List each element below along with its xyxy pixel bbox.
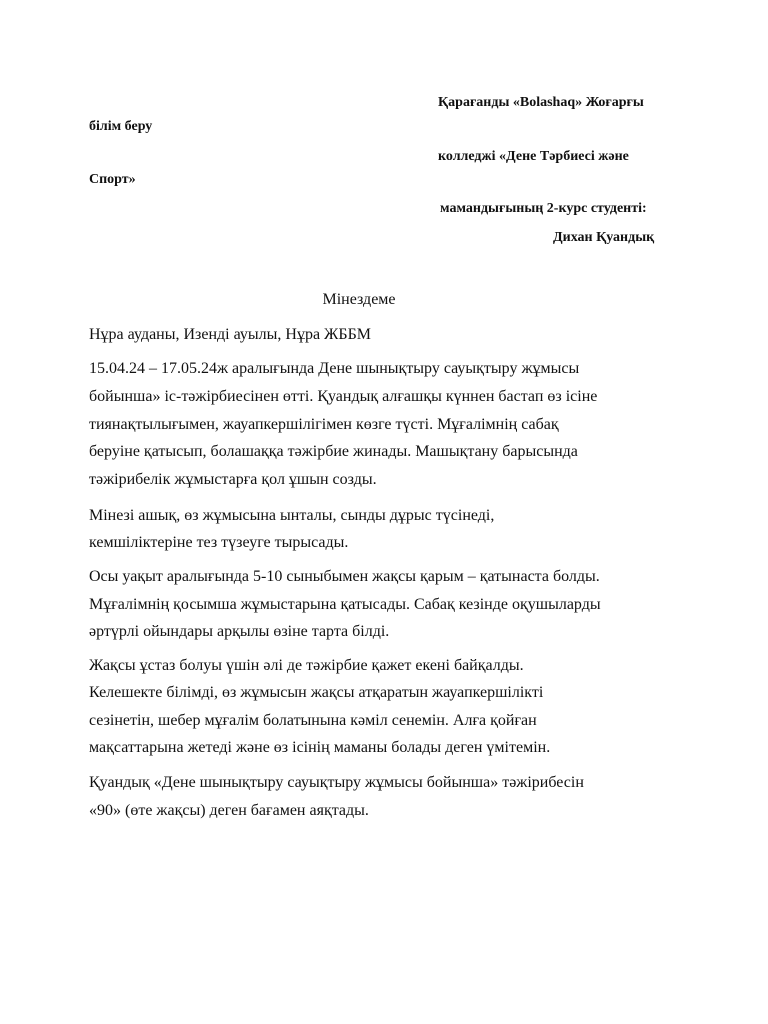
header-line-5: мамандығының 2-курс студенті: xyxy=(440,201,647,216)
paragraph-1-line: тәжірибелік жұмыстарға қол ұшын созды. xyxy=(89,471,377,488)
school-line: Нұра ауданы, Изенді ауылы, Нұра ЖББМ xyxy=(89,326,371,343)
paragraph-4-line: сезінетін, шебер мұғалім болатынына кәміл сенемін. Алға қойған xyxy=(89,712,537,729)
header-line-4: Спорт» xyxy=(89,172,136,187)
paragraph-1-line: 15.04.24 – 17.05.24ж аралығында Дене шынықтыру сауықтыру жұмысы xyxy=(89,360,580,377)
paragraph-4-line: мақсаттарына жетеді және өз ісінің маманы болады деген үмітемін. xyxy=(89,739,551,756)
document-title: Мінездеме xyxy=(322,291,396,308)
paragraph-4-line: Келешекте білімді, өз жұмысын жақсы атқаратын жауапкершілікті xyxy=(89,684,544,701)
paragraph-2-line: кемшіліктеріне тез түзеуге тырысады. xyxy=(89,534,349,551)
paragraph-5-line: Қуандық «Дене шынықтыру сауықтыру жұмысы бойынша» тәжірибесін xyxy=(89,774,584,791)
paragraph-2-line: Мінезі ашық, өз жұмысына ынталы, сынды дұрыс түсінеді, xyxy=(89,507,495,524)
paragraph-4-line: Жақсы ұстаз болуы үшін әлі де тәжірбие қажет екені байқалды. xyxy=(89,657,524,674)
header-student-name: Дихан Қуандық xyxy=(553,230,655,245)
paragraph-1-line: бойынша» іс-тәжірбиесінен өтті. Қуандық алғашқы күннен бастап өз ісіне xyxy=(89,388,598,405)
header-line-1: Қарағанды «Bolashaq» Жоғарғы xyxy=(438,95,644,110)
header-line-3: колледжі «Дене Тәрбиесі және xyxy=(438,149,629,164)
paragraph-3-line: Осы уақыт аралығында 5-10 сыныбымен жақсы қарым – қатынаста болды. xyxy=(89,568,600,585)
paragraph-1-line: тиянақтылығымен, жауапкершілігімен көзге түсті. Мұғалімнің сабақ xyxy=(89,416,559,433)
paragraph-5-line: «90» (өте жақсы) деген бағамен аяқтады. xyxy=(89,802,369,819)
paragraph-1-line: беруіне қатысып, болашаққа тәжірбие жинады. Машықтану барысында xyxy=(89,443,578,460)
header-line-2: білім беру xyxy=(89,119,153,134)
paragraph-3-line: Мұғалімнің қосымша жұмыстарына қатысады. Сабақ кезінде оқушыларды xyxy=(89,596,601,613)
paragraph-3-line: әртүрлі ойындары арқылы өзіне тарта білді. xyxy=(89,623,390,640)
